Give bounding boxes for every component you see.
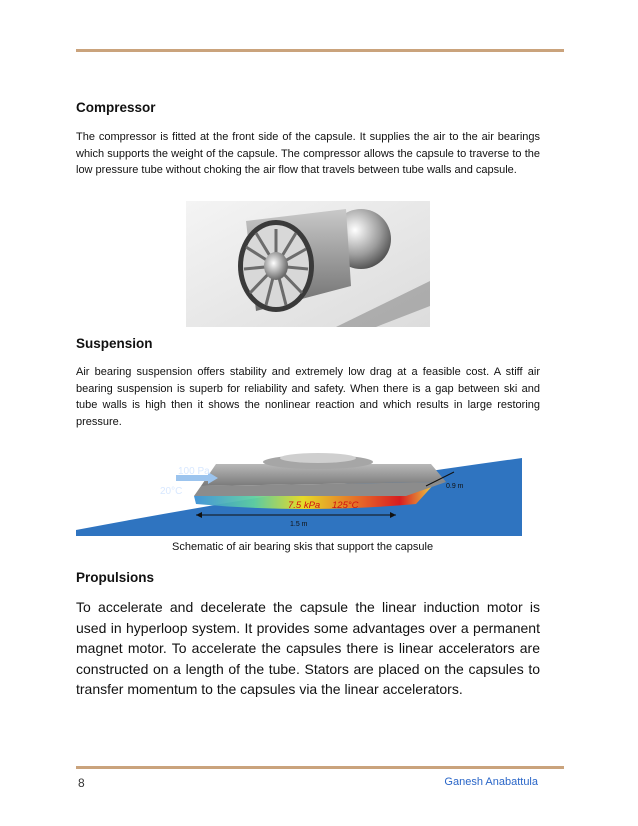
ski-figure-caption: Schematic of air bearing skis that support the capsule (172, 541, 434, 553)
suspension-heading: Suspension (76, 336, 153, 351)
air-bearing-ski-schematic (76, 452, 522, 536)
under-pressure-label: 7.5 kPa (288, 500, 321, 511)
ski-length-label: 1.5 m (290, 521, 308, 528)
inlet-temperature-label: 20°C (160, 486, 183, 497)
footer-rule (76, 766, 564, 769)
compressor-fan-icon (186, 201, 430, 327)
ski-width-label: 0.9 m (446, 483, 464, 490)
under-temperature-label: 125°C (332, 500, 359, 511)
propulsions-heading: Propulsions (76, 570, 155, 585)
header-rule (76, 49, 564, 52)
inlet-pressure-label: 100 Pa (178, 466, 210, 477)
compressor-paragraph: The compressor is fitted at the front side of the capsule. It supplies the air to the air bearings which supports the weight of the capsule. The compressor allows the capsule to traverse to the low pressure tube without choking the air flow that travels between tube walls and capsule. (76, 131, 540, 177)
propulsions-paragraph: To accelerate and decelerate the capsule the linear induction motor is used in hyperloop system. It provides some advantages over a permanent magnet motor. To accelerate the capsules there is linear accelerators are constructed on a length of the tube. Stators are placed on the capsules to transfer momentum to the capsules via the linear accelerators. (76, 599, 540, 698)
page-number: 8 (78, 776, 85, 790)
author-link[interactable]: Ganesh Anabattula (444, 776, 538, 788)
compressor-heading: Compressor (76, 100, 156, 115)
suspension-paragraph: Air bearing suspension offers stability and extremely low drag at a feasible cost. A stiff air bearing suspension is superb for reliability and safety. When there is a gap between ski and tube walls is high then it shows the nonlinear reaction and which results in large restoring pressure. (76, 366, 540, 428)
